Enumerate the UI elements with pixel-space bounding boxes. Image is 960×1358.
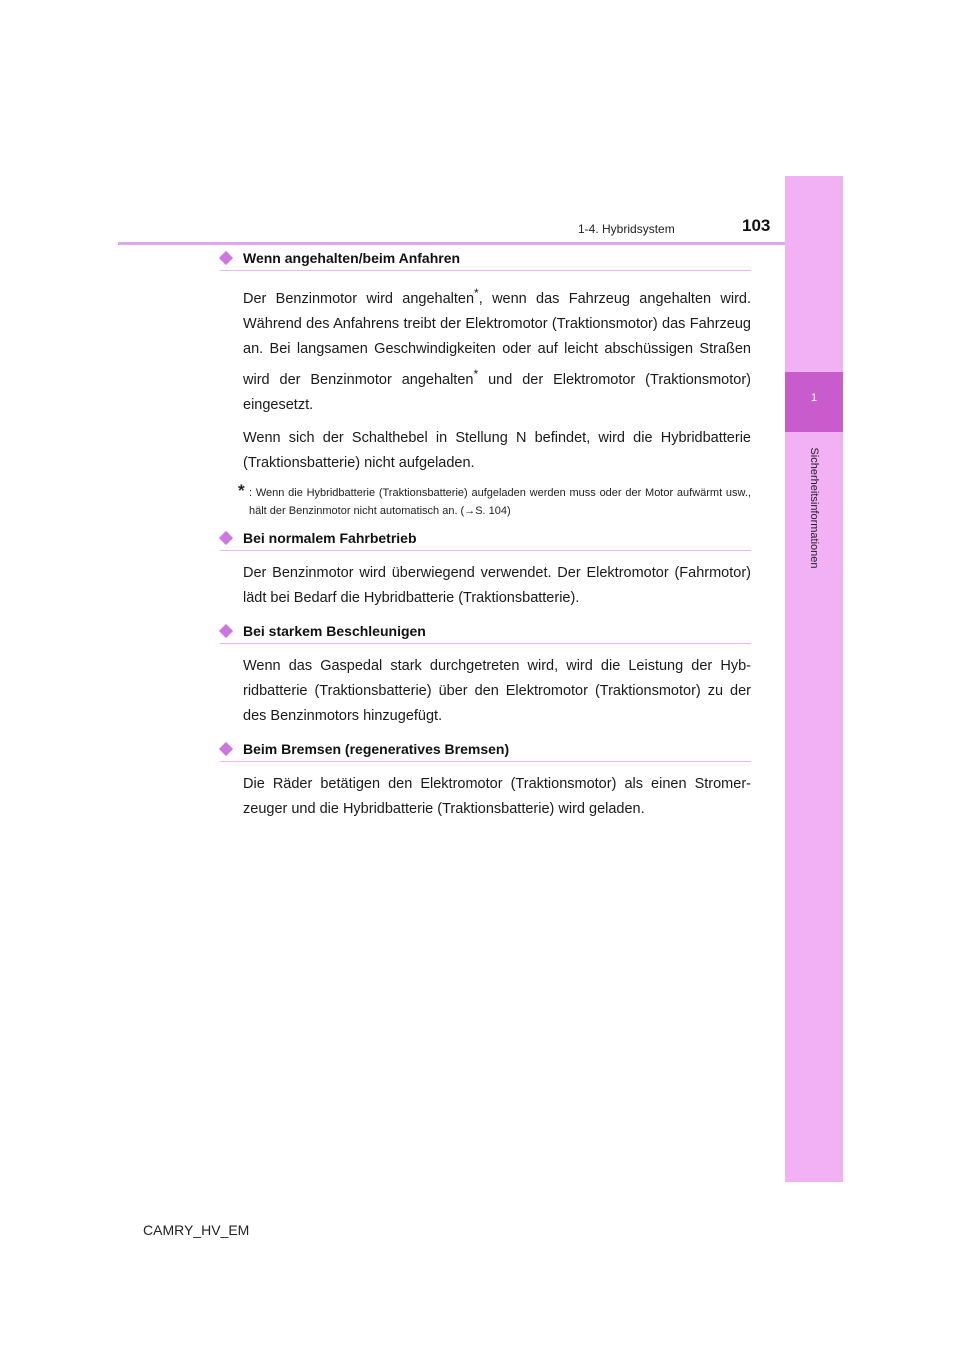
section-title: 1-4. Hybridsystem [578,222,675,236]
diamond-bullet-icon [219,251,233,265]
section-heading-text: Bei normalem Fahrbetrieb [243,529,417,546]
section-heading [220,250,751,271]
footnote [220,480,751,520]
text-run: , wenn das Fahrzeug angehalten wird. Während des Anfahrens treibt der Elektromotor (Traktionsmotor) das Fahrzeug an. Bei langsamen Geschwindigkeiten oder auf leicht abschüssigen Straßen wird der Benzinmotor angehalten [243,290,751,388]
diamond-bullet-icon [219,531,233,545]
section-heading [220,623,751,644]
diamond-bullet-icon [219,742,233,756]
paragraph [243,281,751,418]
footnote-marker: * [473,366,479,381]
chapter-label: Sicherheitsinformationen [808,447,820,569]
section-heading [220,741,751,762]
footnote-star: * [238,480,245,500]
side-tab [785,176,843,1182]
paragraph: Wenn das Gaspedal stark durchgetreten wird, wird die Leistung der Hybridbatterie (Traktionsbatterie) über den Elektromotor (Traktionsmotor) zu der des Benzinmotors hinzugefügt. [243,657,751,724]
footnote-marker: * [474,286,479,300]
content [220,250,751,830]
section-heading [220,530,751,551]
diamond-bullet-icon [219,624,233,638]
paragraph: Wenn sich der Schalthebel in Stellung N befindet, wird die Hybridbatterie (Traktionsbatterie) nicht aufgeladen. [243,429,751,471]
footer-code: CAMRY_HV_EM [143,1222,250,1238]
page-number: 103 [742,216,771,235]
paragraph: Der Benzinmotor wird überwiegend verwendet. Der Elektromotor (Fahrmotor) lädt bei Bedarf die Hybridbatterie (Traktionsbatterie). [243,564,751,606]
section-heading-text: Wenn angehalten/beim Anfahren [243,250,461,266]
text-run: und der Elektromotor (Traktionsmotor) eingesetzt. [243,371,751,413]
footnote-text: : Wenn die Hybridbatterie (Traktionsbatterie) aufgeladen werden muss oder der Motor aufwärmt usw., hält der Benzinmotor nicht automatisch an. (→S. 104) [249,486,751,517]
header-rule [118,242,785,245]
chapter-number: 1 [785,372,843,432]
section-heading-text: Beim Bremsen (regeneratives Bremsen) [243,740,510,757]
text-run: Der Benzinmotor wird angehalten [243,290,475,307]
section-heading-text: Bei starkem Beschleunigen [243,622,426,639]
paragraph: Die Räder betätigen den Elektromotor (Traktionsmotor) als einen Stromerzeuger und die Hybridbatterie (Traktionsbatterie) wird geladen. [243,775,751,817]
